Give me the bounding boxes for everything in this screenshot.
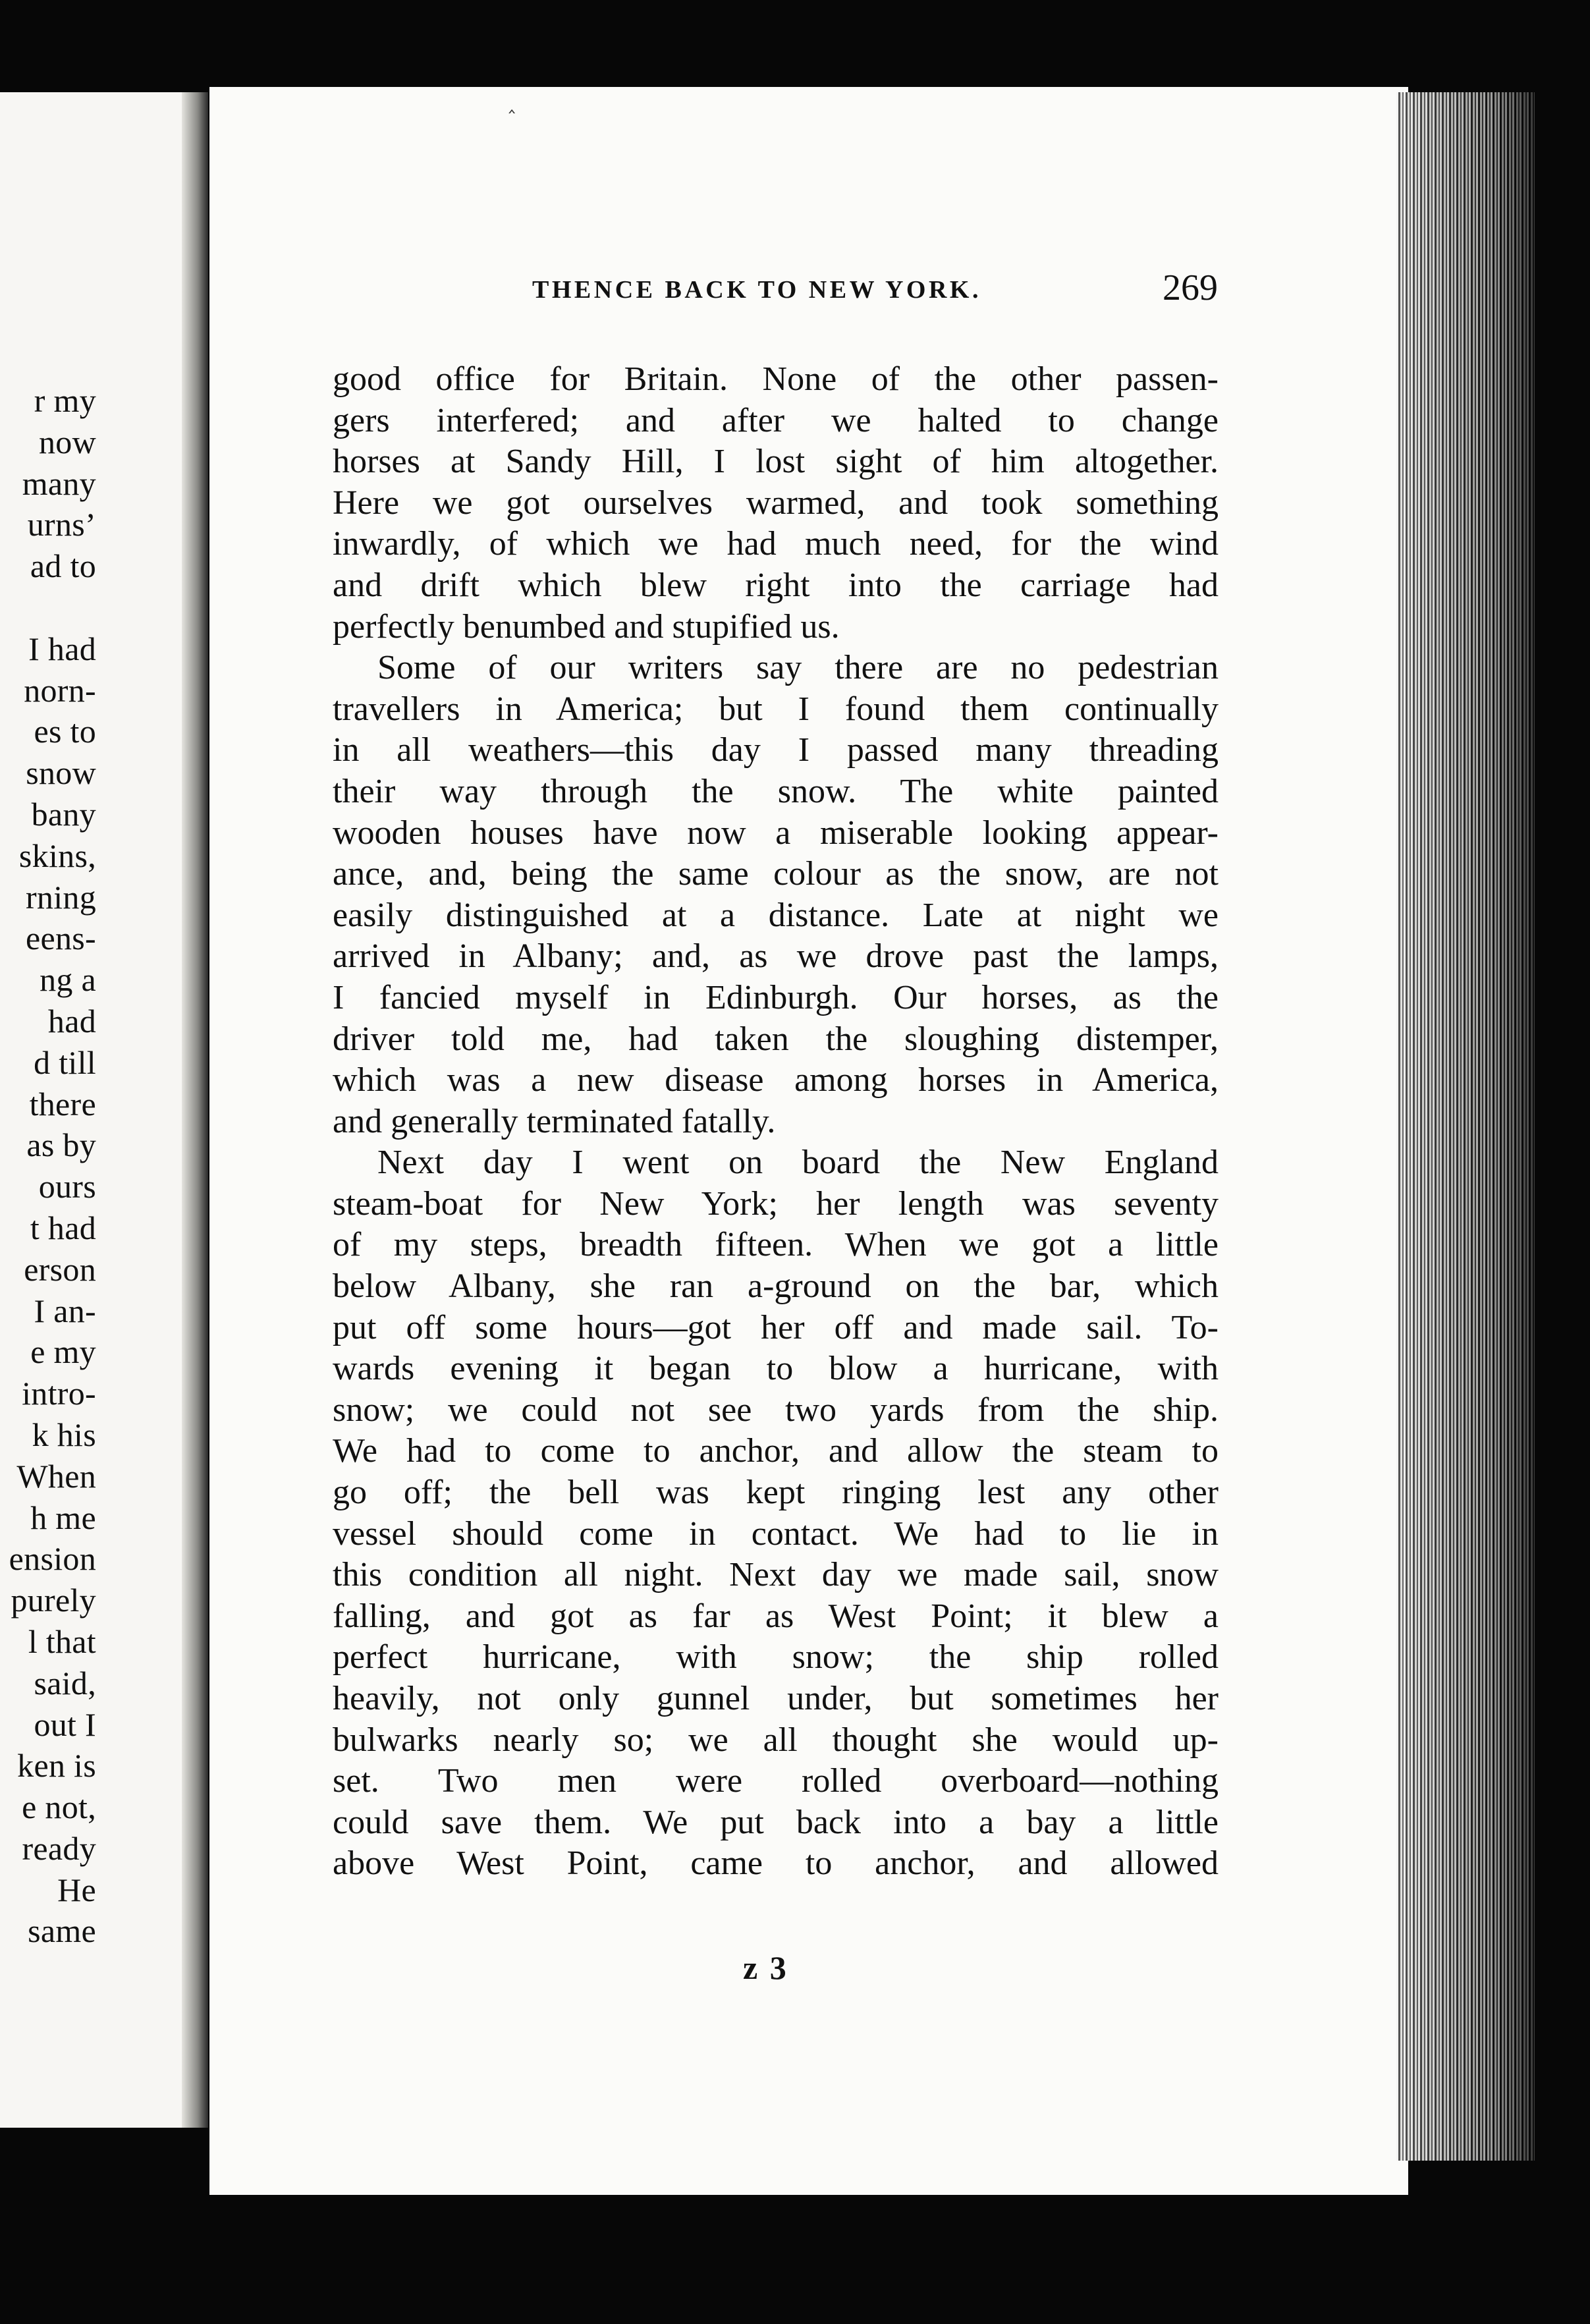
left-fragment-line: urns’	[27, 506, 96, 543]
left-fragment-line: l that	[28, 1622, 96, 1660]
text-line: put off some hours—got her off and made sail. To-	[333, 1308, 1219, 1346]
left-fragment-line: erson	[24, 1250, 96, 1288]
text-line: travellers in America; but I found them continually	[333, 690, 1219, 728]
text-line: I fancied myself in Edinburgh. Our horses, as the	[333, 978, 1219, 1016]
left-fragment-line: k his	[32, 1416, 96, 1453]
left-fragment-line: When	[16, 1457, 96, 1495]
text-line: Here we got ourselves warmed, and took something	[333, 484, 1219, 522]
text-line: snow; we could not see two yards from the ship.	[333, 1391, 1219, 1429]
body-text	[333, 359, 1219, 1885]
text-line: gers interfered; and after we halted to change	[333, 401, 1219, 439]
text-line: inwardly, of which we had much need, for the wind	[333, 525, 1219, 563]
text-line: wards evening it began to blow a hurricane, with	[333, 1350, 1219, 1388]
text-line: below Albany, she ran a-ground on the bar, which	[333, 1267, 1219, 1306]
left-fragment-line: same	[28, 1912, 96, 1950]
left-page-text-fragments	[9, 380, 96, 1952]
text-line: which was a new disease among horses in America,	[333, 1061, 1219, 1099]
text-line: vessel should come in contact. We had to lie in	[333, 1514, 1219, 1553]
left-facing-page	[0, 92, 192, 2128]
left-fragment-line: out I	[34, 1705, 96, 1743]
left-fragment-line: purely	[11, 1582, 96, 1619]
text-line: Some of our writers say there are no pedestrian	[377, 649, 1219, 687]
text-line: Next day I went on board the New England	[377, 1144, 1219, 1182]
left-fragment-line: bany	[31, 795, 96, 833]
left-fragment-line: ad to	[30, 547, 96, 585]
left-fragment-line: es to	[34, 713, 96, 750]
left-fragment-line: He	[57, 1871, 96, 1908]
text-line: and generally terminated fatally.	[333, 1102, 776, 1140]
book-gutter-shadow	[182, 92, 208, 2128]
left-fragment-line: ension	[9, 1540, 96, 1578]
page-edges-shadow	[1396, 92, 1535, 2161]
text-line: perfect hurricane, with snow; the ship rolled	[333, 1638, 1219, 1676]
left-fragment-line: as by	[26, 1126, 96, 1164]
left-fragment-line: skins,	[18, 837, 96, 874]
text-line: easily distinguished at a distance. Late at night we	[333, 896, 1219, 934]
text-line: arrived in Albany; and, as we drove past the lamps,	[333, 937, 1219, 976]
left-fragment-line: t had	[30, 1209, 96, 1246]
top-margin-mark: ‸	[508, 92, 516, 113]
left-fragment-line: ready	[22, 1829, 96, 1867]
left-fragment-line: ours	[38, 1168, 96, 1205]
left-fragment-line: ken is	[17, 1747, 96, 1784]
text-line: perfectly benumbed and stupified us.	[333, 607, 840, 646]
left-fragment-line	[9, 587, 96, 628]
left-fragment-line: norn-	[24, 671, 96, 709]
text-line: of my steps, breadth fifteen. When we got a little	[333, 1226, 1219, 1264]
page-number: 269	[1163, 267, 1218, 308]
text-line: set. Two men were rolled overboard—nothing	[333, 1762, 1219, 1800]
left-fragment-line: there	[29, 1085, 96, 1122]
text-line: ance, and, being the same colour as the snow, are not	[333, 855, 1219, 893]
left-fragment-line: e not,	[22, 1788, 96, 1826]
text-line: We had to come to anchor, and allow the steam to	[333, 1432, 1219, 1470]
running-head: THENCE BACK TO NEW YORK.	[532, 276, 981, 304]
text-line: wooden houses have now a miserable looking appear-	[333, 814, 1219, 852]
left-fragment-line: h me	[30, 1499, 96, 1536]
text-line: go off; the bell was kept ringing lest any other	[333, 1474, 1219, 1512]
left-fragment-line: intro-	[22, 1375, 96, 1412]
left-fragment-line: r my	[34, 382, 96, 419]
left-fragment-line: ng a	[40, 961, 96, 999]
text-line: horses at Sandy Hill, I lost sight of him altogether.	[333, 443, 1219, 481]
left-fragment-line: e my	[30, 1333, 96, 1371]
left-fragment-line: many	[22, 464, 96, 502]
text-line: heavily, not only gunnel under, but sometimes her	[333, 1680, 1219, 1717]
left-fragment-line: snow	[26, 754, 96, 792]
left-fragment-line: had	[47, 1002, 96, 1039]
signature-mark: z 3	[743, 1949, 788, 1986]
text-line: and drift which blew right into the carriage had	[333, 566, 1219, 604]
text-line: their way through the snow. The white painted	[333, 772, 1219, 810]
text-line: bulwarks nearly so; we all thought she would up-	[333, 1721, 1219, 1759]
text-line: falling, and got as far as West Point; it blew a	[333, 1597, 1219, 1635]
left-fragment-line: rning	[25, 878, 96, 916]
left-fragment-line: eens-	[26, 920, 96, 957]
text-line: this condition all night. Next day we made sail, snow	[333, 1556, 1219, 1594]
text-line: could save them. We put back into a bay a little	[333, 1803, 1219, 1841]
left-fragment-line: I had	[28, 630, 96, 667]
left-fragment-line: now	[38, 423, 96, 460]
text-line: in all weathers—this day I passed many threading	[333, 731, 1219, 769]
text-line: good office for Britain. None of the other passen-	[333, 360, 1219, 398]
text-line: steam-boat for New York; her length was seventy	[333, 1184, 1219, 1223]
left-fragment-line: said,	[34, 1664, 96, 1702]
text-line: driver told me, had taken the sloughing distemper,	[333, 1020, 1219, 1058]
left-fragment-line: d till	[34, 1043, 96, 1081]
left-fragment-line: I an-	[34, 1292, 96, 1329]
text-line: above West Point, came to anchor, and allowed	[333, 1844, 1219, 1883]
